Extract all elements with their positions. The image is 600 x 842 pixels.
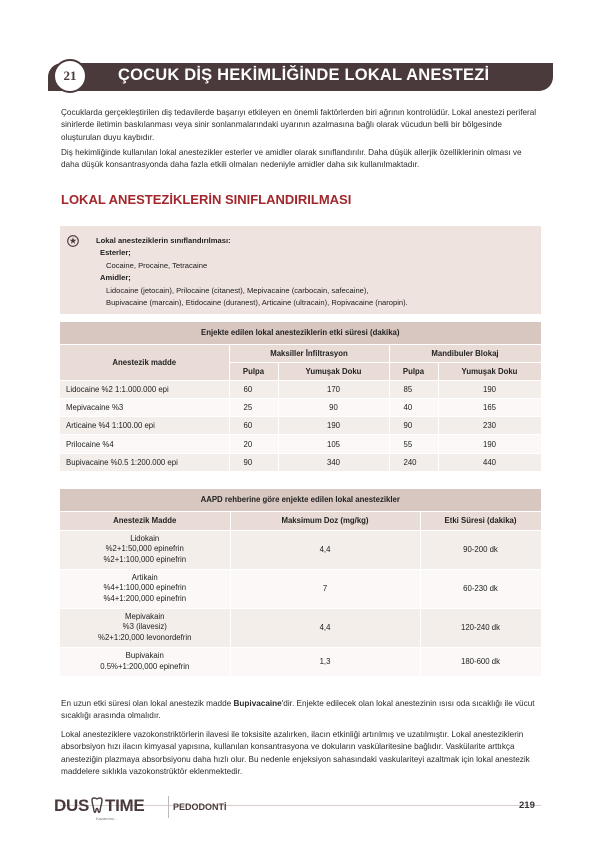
mandibular-soft-value: 230	[438, 417, 541, 435]
maxillary-pulpa-value: 20	[229, 435, 278, 453]
drug-name: Lidocaine %2 1:1.000.000 epi	[60, 380, 229, 398]
mandibular-soft-value: 190	[438, 380, 541, 398]
amides-list-line-1: Lidocaine (jetocain), Prilocaine (citanest), Mepivacaine (carbocain, safecaine),	[106, 285, 369, 295]
mandibular-pulpa-value: 40	[389, 398, 438, 416]
duration-table-caption: Enjekte edilen lokal anesteziklerin etki süresi (dakika)	[60, 322, 541, 344]
duration-table-drug-header: Anestezik madde	[60, 344, 229, 380]
table-row	[60, 435, 541, 453]
mandibular-pulpa-value: 90	[389, 417, 438, 435]
table-row	[60, 417, 541, 435]
amides-label: Amidler;	[100, 273, 131, 283]
table-row	[60, 398, 541, 416]
duration-value: 120-240 dk	[420, 608, 541, 647]
footer-separator	[168, 796, 169, 818]
mandibular-block-header: Mandibuler Blokaj	[389, 344, 541, 362]
drug-formulation: %2+1:50,000 epinefrin	[105, 544, 184, 554]
mandibular-soft-value: 190	[438, 435, 541, 453]
star-circle-icon	[67, 235, 79, 247]
chapter-title: ÇOCUK DİŞ HEKİMLİĞİNDE LOKAL ANESTEZİ	[118, 66, 490, 84]
maxillary-pulpa-value: 60	[229, 417, 278, 435]
maxillary-soft-value: 105	[278, 435, 389, 453]
footer-section-label: PEDODONTİ	[173, 802, 227, 812]
outro-text-after: 'dir. Enjekte edilecek olan lokal anestezinin ısısı oda sıcaklığı ile vücut sıcaklığı arasında olmalıdır.	[61, 699, 535, 721]
mandibular-pulpa-value: 85	[389, 380, 438, 398]
mandibular-pulpa-header: Pulpa	[389, 362, 438, 380]
logo-text-right: TIME	[105, 796, 145, 815]
duration-value: 60-230 dk	[420, 569, 541, 608]
drug-formulation: %4+1:200,000 epinefrin	[103, 593, 187, 603]
drug-name: Mepivakain	[125, 611, 165, 621]
classification-title: Lokal anesteziklerin sınıflandırılması:	[96, 236, 231, 245]
maxillary-soft-value: 340	[278, 453, 389, 471]
table-row	[60, 380, 541, 398]
drug-cell	[60, 608, 230, 647]
drug-name: Prilocaine %4	[60, 435, 229, 453]
drug-name: Articaine %4 1:100.00 epi	[60, 417, 229, 435]
drug-formulation: %3 (ilavesiz)	[122, 622, 167, 632]
intro-paragraph-1: Çocuklarda gerçekleştirilen diş tedavilerde başarıyı etkileyen en önemli faktörlerden biri ağrının kontrolüdür. Lokal anestezi periferal sinirlerde iletimin baskılanması veya sinir sonlanmalarındaki uyarının azalmasına bağlı olarak vücudun belli bir bölgesinde oluşturulan duyu kaybıdır.	[61, 108, 537, 142]
aapd-table-caption: AAPD rehberine göre enjekte edilen lokal anestezikler	[60, 489, 541, 511]
outro-text-before: En uzun etki süresi olan lokal anestezik madde	[61, 699, 234, 708]
drug-name: Bupivacaine %0.5 1:200.000 epi	[60, 453, 229, 471]
logo-slogan: Kazandırır...	[96, 816, 118, 821]
drug-formulation: %4+1:100,000 epinefrin	[103, 583, 187, 593]
classification-text	[96, 235, 408, 309]
chapter-number: 21	[63, 68, 77, 83]
drug-formulation: 0.5%+1:200,000 epinefrin	[100, 661, 190, 671]
maxillary-pulpa-value: 90	[229, 453, 278, 471]
maxillary-soft-value: 190	[278, 417, 389, 435]
maxillary-pulpa-value: 60	[229, 380, 278, 398]
aapd-dose-header: Maksimum Doz (mg/kg)	[230, 511, 420, 530]
drug-name: Artikain	[131, 572, 158, 582]
table-row	[60, 453, 541, 471]
duration-value: 180-600 dk	[420, 647, 541, 676]
aapd-drug-header: Anestezik Madde	[60, 511, 230, 530]
mandibular-pulpa-value: 240	[389, 453, 438, 471]
mandibular-soft-tissue-header: Yumuşak Doku	[438, 362, 541, 380]
table-row	[60, 569, 541, 608]
esters-list: Cocaine, Procaine, Tetracaine	[106, 260, 208, 270]
drug-formulation: %2+1:100,000 epinefrin	[103, 554, 187, 564]
logo-text-left: DUS	[54, 796, 89, 815]
outro-paragraph-1	[61, 698, 541, 723]
max-dose-value: 7	[230, 569, 420, 608]
mandibular-pulpa-value: 55	[389, 435, 438, 453]
maxillary-pulpa-header: Pulpa	[229, 362, 278, 380]
table-row	[60, 608, 541, 647]
max-dose-value: 4,4	[230, 608, 420, 647]
drug-name: Bupivakain	[125, 650, 164, 660]
maxillary-infiltration-header: Maksiller İnfiltrasyon	[229, 344, 389, 362]
maxillary-soft-value: 170	[278, 380, 389, 398]
section-heading: LOKAL ANESTEZİKLERİN SINIFLANDIRILMASI	[61, 192, 352, 207]
drug-name: Lidokain	[130, 533, 160, 543]
tooth-icon	[90, 797, 104, 813]
maxillary-soft-value: 90	[278, 398, 389, 416]
duration-value: 90-200 dk	[420, 530, 541, 569]
aapd-duration-header: Etki Süresi (dakika)	[420, 511, 541, 530]
table-row	[60, 647, 541, 676]
duration-table	[60, 322, 542, 472]
outro-bold-drug: Bupivacaine	[233, 699, 282, 708]
drug-name: Mepivacaine %3	[60, 398, 229, 416]
outro-paragraph-2: Lokal anesteziklere vazokonstriktörlerin ilavesi ile toksisite azalırken, ilacın etkinliği artırılmış ve uzatılmıştır. Lokal anesteziklerin absorbsiyon hızı ilacın kimyasal yapısına, kullanılan konsantrasyona ve dokuların vaskülaritesine bağlıdır. Vaskülarite arttıkça anesteziğin plazmaya absorbsiyonu daha hızlı olur. Bu nedenle enjeksiyon sahasındaki vaskulariteyi azaltmak için lokal anestezik maddelere sıklıkla vazokonstrüktör eklenmektedir.	[61, 730, 530, 776]
max-dose-value: 4,4	[230, 530, 420, 569]
amides-list-line-2: Bupivacaine (marcain), Etidocaine (duranest), Articaine (ultracain), Ropivacaine (naropin).	[106, 298, 408, 308]
intro-paragraph-2: Diş hekimliğinde kullanılan lokal anestezikler esterler ve amidler olarak sınıflandırılır. Daha düşük allerjik özelliklerinin olması ve daha düşük konsantrasyonda daha fazla etkili olmaları nedeniyle amidler daha sık kullanılmaktadır.	[61, 148, 522, 170]
table-row	[60, 530, 541, 569]
dustime-logo	[54, 796, 145, 821]
drug-cell	[60, 530, 230, 569]
max-dose-value: 1,3	[230, 647, 420, 676]
drug-formulation: %2+1:20,000 levonordefrin	[98, 632, 192, 642]
maxillary-soft-tissue-header: Yumuşak Doku	[278, 362, 389, 380]
esters-label: Esterler;	[100, 248, 131, 258]
mandibular-soft-value: 165	[438, 398, 541, 416]
aapd-table	[60, 489, 542, 677]
drug-cell	[60, 647, 230, 676]
classification-box	[60, 226, 541, 314]
mandibular-soft-value: 440	[438, 453, 541, 471]
chapter-number-badge	[53, 59, 87, 93]
maxillary-pulpa-value: 25	[229, 398, 278, 416]
drug-cell	[60, 569, 230, 608]
page-number: 219	[519, 800, 535, 811]
